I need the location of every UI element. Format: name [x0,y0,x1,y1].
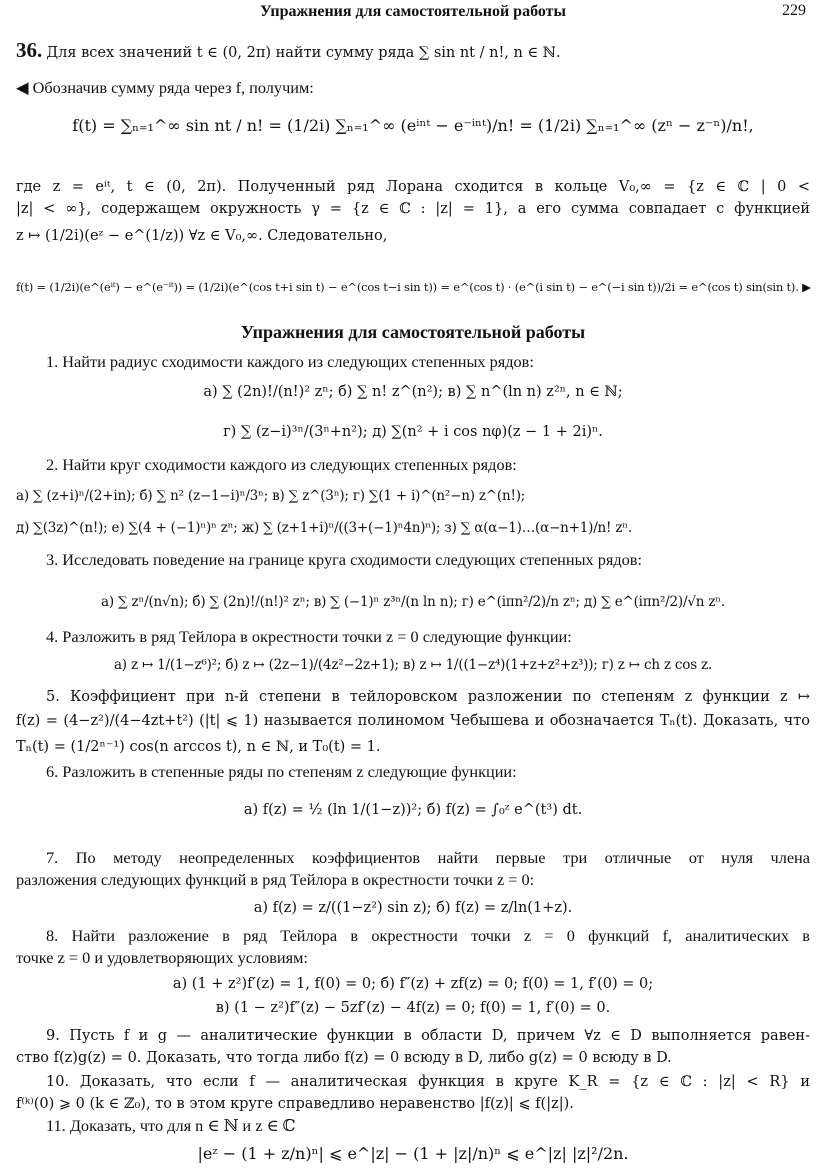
example-text-3: z ↦ (1/2i)(eᶻ − e^(1/z)) ∀z ∈ V₀,∞. Следовательно, [16,228,388,244]
example-formula-2: f(t) = (1/2i)(e^(eⁱᵗ) − e^(e⁻ⁱᵗ)) = (1/2i)(e^(cos t+i sin t) − e^(cos t−i sin t)) = e^(cos t) · (e^(i sin t) − e^(−i sin t))/2i = e^(cos t) sin(sin t). ▶ [16,280,811,294]
page-number: 229 [782,2,806,19]
example-text-2: |z| < ∞}, содержащем окружность γ = {z ∈ ℂ : |z| = 1}, а его сумма совпадает с функцией [16,201,810,217]
exercise-1-row-1: а) ∑ (2n)!/(n!)² zⁿ; б) ∑ n! z^(n²); в) ∑ n^(ln n) z²ⁿ, n ∈ ℕ; [203,384,623,400]
exercise-11-formula: |eᶻ − (1 + z/n)ⁿ| ⩽ e^|z| − (1 + |z|/n)ⁿ ⩽ e^|z| |z|²/2n. [197,1144,629,1163]
exercise-8-row-2: в) (1 − z²)f″(z) − 5zf′(z) − 4f(z) = 0; f(0) = 1, f′(0) = 0. [215,1000,611,1016]
exercise-9-line-1: 9. Пусть f и g — аналитические функции в области D, причем ∀z ∈ D выполняется равен- [46,1028,810,1044]
example-text-1: где z = eⁱᵗ, t ∈ (0, 2π). Полученный ряд Лорана сходится в кольце V₀,∞ = {z ∈ ℂ | 0 < [16,179,810,195]
exercise-11-head: 11. Доказать, что для n ∈ ℕ и z ∈ ℂ [46,1116,296,1135]
exercise-1-head: 1. Найти радиус сходимости каждого из следующих степенных рядов: [46,352,534,371]
exercise-6-head: 6. Разложить в степенные ряды по степеням z следующие функции: [46,762,517,781]
exercise-7-row-1: а) f(z) = z/((1−z²) sin z); б) f(z) = z/ln(1+z). [253,900,573,916]
example-task-text: Для всех значений t ∈ (0, 2π) найти сумму ряда ∑ sin nt / n!, n ∈ ℕ. [46,45,561,61]
exercise-6-row-1: а) f(z) = ½ (ln 1/(1−z))²; б) f(z) = ∫₀ᶻ e^(t³) dt. [243,802,583,818]
exercise-5-line-1: 5. Коэффициент при n-й степени в тейлоровском разложении по степеням z функции z ↦ [46,689,810,705]
exercise-4-row-1: а) z ↦ 1/(1−z⁶)²; б) z ↦ (2z−1)/(4z²−2z+1); в) z ↦ 1/((1−z⁴)(1+z+z²+z³)); г) z ↦ ch z cos z. [113,657,713,673]
exercise-2-row-1: а) ∑ (z+i)ⁿ/(2+in); б) ∑ n² (z−1−i)ⁿ/3ⁿ; в) ∑ z^(3ⁿ); г) ∑(1 + i)^(n²−n) z^(n!); [16,488,526,504]
exercise-2-row-2: д) ∑(3z)^(n!); е) ∑(4 + (−1)ⁿ)ⁿ zⁿ; ж) ∑ (z+1+i)ⁿ/((3+(−1)ⁿ4n)ⁿ); з) ∑ α(α−1)…(α−n+1)/n! zⁿ. [16,520,633,536]
exercise-3-head: 3. Исследовать поведение на границе круга сходимости следующих степенных рядов: [46,550,643,569]
exercise-2-head: 2. Найти круг сходимости каждого из следующих степенных рядов: [46,455,517,474]
example-formula-1: f(t) = ∑ₙ₌₁^∞ sin nt / n! = (1/2i) ∑ₙ₌₁^∞ (eⁱⁿᵗ − e⁻ⁱⁿᵗ)/n! = (1/2i) ∑ₙ₌₁^∞ (zⁿ − z⁻ⁿ)/n!, [72,116,754,135]
exercise-1-row-2: г) ∑ (z−i)³ⁿ/(3ⁿ+n²); д) ∑(n² + i cos nφ)(z − 1 + 2i)ⁿ. [223,424,603,440]
exercise-3-row-1: а) ∑ zⁿ/(n√n); б) ∑ (2n)!/(n!)² zⁿ; в) ∑ (−1)ⁿ z³ⁿ/(n ln n); г) e^(iπn²/2)/n zⁿ; д) ∑ e^(iπn²/2)/√n zⁿ. [101,594,725,610]
example-number: 36. [16,38,43,62]
exercise-5-line-3: Tₙ(t) = (1/2ⁿ⁻¹) cos(n arccos t), n ∈ ℕ, и T₀(t) = 1. [16,739,381,755]
exercise-8-line-1: 8. Найти разложение в ряд Тейлора в окрестности точки z = 0 функций f, аналитических в [46,926,810,945]
exercise-10-line-2: f⁽ᵏ⁾(0) ⩾ 0 (k ∈ ℤ₀), то в этом круге справедливо неравенство |f(z)| ⩽ f(|z|). [16,1096,574,1112]
textbook-page [16,0,810,1175]
example-36-task [16,40,810,63]
exercise-7-line-2: разложения следующих функций в ряд Тейлора в окрестности точки z = 0: [16,870,535,889]
exercise-10-line-1: 10. Доказать, что если f — аналитическая функция в круге K_R = {z ∈ ℂ : |z| < R} и [46,1074,810,1090]
exercise-8-line-2: точке z = 0 и удовлетворяющих условиям: [16,948,308,967]
exercise-7-line-1: 7. По методу неопределенных коэффициентов найти первые три отличные от нуля члена [46,848,810,867]
exercise-5-line-2: f(z) = (4−z²)/(4−4zt+t²) (|t| ⩽ 1) называется полиномом Чебышева и обозначается Tₙ(t). Доказать, что [16,713,810,729]
exercise-4-head: 4. Разложить в ряд Тейлора в окрестности точки z = 0 следующие функции: [46,627,572,646]
example-intro: ◀ Обозначив сумму ряда через f, получим: [16,78,314,97]
running-header: Упражнения для самостоятельной работы [259,3,567,20]
exercise-8-row-1: а) (1 + z²)f′(z) = 1, f(0) = 0; б) f″(z) + zf(z) = 0; f(0) = 1, f′(0) = 0; [172,976,654,992]
section-title: Упражнения для самостоятельной работы [240,322,586,342]
exercise-9-line-2: ство f(z)g(z) = 0. Доказать, что тогда либо f(z) = 0 всюду в D, либо g(z) = 0 всюду в D. [16,1050,672,1066]
